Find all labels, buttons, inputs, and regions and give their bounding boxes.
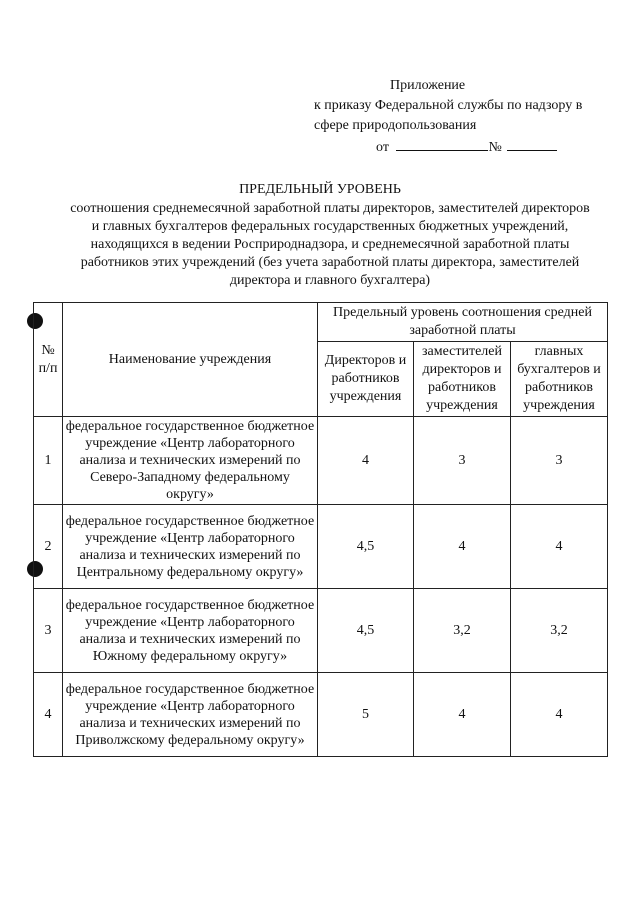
row-number: 2 [34, 505, 63, 589]
directors-ratio: 4,5 [318, 505, 414, 589]
appendix-title: Приложение [390, 78, 466, 93]
header-directors: Директоров и работников учреждения [318, 342, 414, 417]
row-number: 3 [34, 589, 63, 673]
accountants-ratio: 4 [511, 673, 608, 757]
appendix-date-line [314, 136, 614, 158]
institution-name: федеральное государственное бюджетное учреждение «Центр лабораторного анализа и технических измерений по Приволжскому федеральному округу» [63, 673, 318, 757]
institution-name: федеральное государственное бюджетное учреждение «Центр лабораторного анализа и технических измерений по Центральному федеральному округу» [63, 505, 318, 589]
deputies-ratio: 4 [414, 505, 511, 589]
table-row [34, 673, 608, 757]
appendix-line-1: к приказу Федеральной службы по надзору в [314, 98, 583, 113]
table-row [34, 505, 608, 589]
date-blank [396, 136, 488, 151]
table-row [34, 417, 608, 505]
row-number: 4 [34, 673, 63, 757]
from-label: от [376, 140, 389, 155]
accountants-ratio: 4 [511, 505, 608, 589]
header-accountants: главных бухгалтеров и работников учреждения [511, 342, 608, 417]
header-group: Предельный уровень соотношения средней заработной платы [318, 303, 608, 342]
directors-ratio: 4 [318, 417, 414, 505]
directors-ratio: 5 [318, 673, 414, 757]
accountants-ratio: 3 [511, 417, 608, 505]
row-number: 1 [34, 417, 63, 505]
institution-name: федеральное государственное бюджетное учреждение «Центр лабораторного анализа и технических измерений по Северо-Западному федеральному округу» [63, 417, 318, 505]
institution-name: федеральное государственное бюджетное учреждение «Центр лабораторного анализа и технических измерений по Южному федеральному округу» [63, 589, 318, 673]
document-subtitle: соотношения среднемесячной заработной платы директоров, заместителей директоров и главных бухгалтеров федеральных государственных бюджетных учреждений, находящихся в ведении Росприроднадзора, и среднемесячной заработной платы работников этих учреждений (без учета заработной платы директора, заместителей директора и главного бухгалтера) [70, 201, 590, 288]
number-label: № [488, 140, 502, 155]
deputies-ratio: 4 [414, 673, 511, 757]
ratio-table [33, 302, 608, 757]
header-deputies: заместителей директоров и работников учреждения [414, 342, 511, 417]
deputies-ratio: 3 [414, 417, 511, 505]
number-blank [507, 136, 557, 151]
directors-ratio: 4,5 [318, 589, 414, 673]
deputies-ratio: 3,2 [414, 589, 511, 673]
accountants-ratio: 3,2 [511, 589, 608, 673]
header-number: № п/п [34, 303, 63, 417]
appendix-block [314, 76, 614, 158]
document-title: ПРЕДЕЛЬНЫЙ УРОВЕНЬ [239, 182, 401, 197]
header-name: Наименование учреждения [63, 303, 318, 417]
table-row [34, 589, 608, 673]
appendix-line-2: сфере природопользования [314, 118, 477, 133]
